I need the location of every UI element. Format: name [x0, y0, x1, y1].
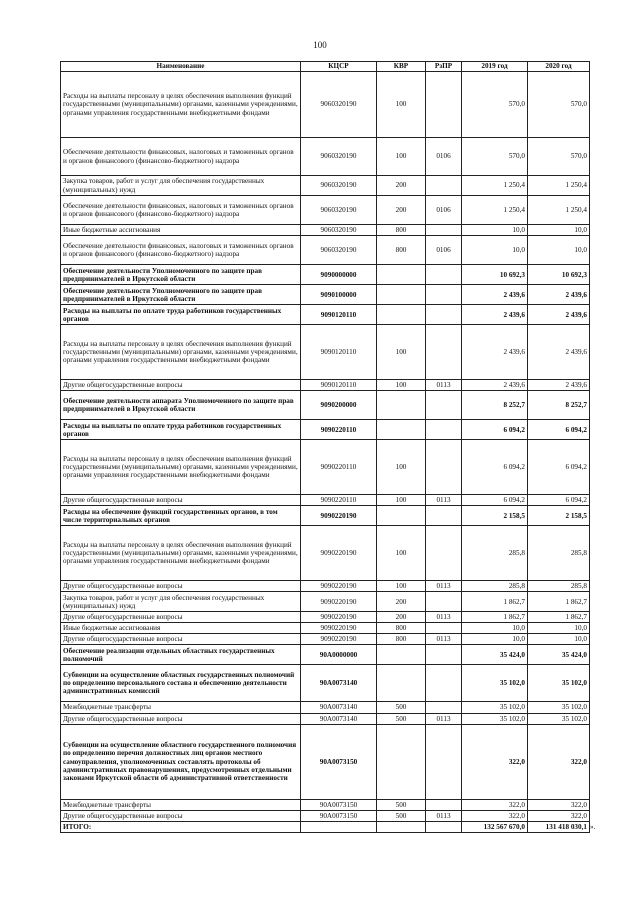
- cell-y2020: 1 250,4: [528, 176, 590, 196]
- table-row: [61, 391, 590, 420]
- cell-y2019: 6 094,2: [462, 420, 528, 440]
- cell-y2020: 2 158,5: [528, 506, 590, 526]
- cell-kcsr: 9090120110: [301, 380, 377, 391]
- budget-table: [60, 61, 590, 833]
- cell-y2019: 570,0: [462, 72, 528, 138]
- cell-y2020: 2 439,6: [528, 305, 590, 325]
- table-row: [61, 724, 590, 799]
- cell-kcsr: 90А0073140: [301, 713, 377, 724]
- cell-name: Межбюджетные трансферты: [61, 702, 301, 713]
- cell-kvr: 500: [377, 713, 426, 724]
- cell-rzpr: 0113: [426, 581, 462, 592]
- cell-kcsr: 9090220190: [301, 623, 377, 634]
- cell-kcsr: 9060320190: [301, 138, 377, 176]
- table-row: [61, 506, 590, 526]
- cell-rzpr: [426, 285, 462, 305]
- cell-kcsr: 9090220190: [301, 612, 377, 623]
- table-row: [61, 196, 590, 225]
- table-row: [61, 176, 590, 196]
- cell-rzpr: [426, 225, 462, 236]
- cell-y2019: 6 094,2: [462, 495, 528, 506]
- cell-y2020: 2 439,6: [528, 285, 590, 305]
- table-row: [61, 612, 590, 623]
- cell-y2020: 6 094,2: [528, 420, 590, 440]
- cell-y2020: 1 862,7: [528, 612, 590, 623]
- cell-kvr: 800: [377, 225, 426, 236]
- cell-kcsr: 9090220110: [301, 420, 377, 440]
- table-row: [61, 645, 590, 665]
- table-row: [61, 665, 590, 702]
- cell-y2020: 2 439,6: [528, 325, 590, 380]
- table-row: [61, 72, 590, 138]
- cell-kvr: 200: [377, 196, 426, 225]
- cell-y2020: 6 094,2: [528, 440, 590, 495]
- cell-kcsr: 9090120110: [301, 325, 377, 380]
- cell-y2020: 570,0: [528, 72, 590, 138]
- cell-kvr: [377, 285, 426, 305]
- table-row: [61, 440, 590, 495]
- table-body: [61, 72, 590, 833]
- cell-kvr: 100: [377, 495, 426, 506]
- cell-y2020: 35 102,0: [528, 702, 590, 713]
- table-row: [61, 420, 590, 440]
- cell-kcsr: 90А0073150: [301, 810, 377, 821]
- cell-y2019: 8 252,7: [462, 391, 528, 420]
- cell-rzpr: 0113: [426, 810, 462, 821]
- cell-y2020: 131 418 030,1: [528, 821, 590, 832]
- cell-y2019: 285,8: [462, 526, 528, 581]
- cell-kcsr: 9060320190: [301, 176, 377, 196]
- cell-kcsr: 9090220190: [301, 526, 377, 581]
- cell-y2020: 35 424,0: [528, 645, 590, 665]
- table-row: [61, 236, 590, 265]
- cell-kvr: 100: [377, 440, 426, 495]
- cell-rzpr: [426, 325, 462, 380]
- cell-name: Другие общегосударственные вопросы: [61, 380, 301, 391]
- cell-y2019: 6 094,2: [462, 440, 528, 495]
- cell-y2020: 35 102,0: [528, 713, 590, 724]
- cell-kcsr: 9090220190: [301, 506, 377, 526]
- cell-kcsr: 9060320190: [301, 236, 377, 265]
- cell-name: Другие общегосударственные вопросы: [61, 495, 301, 506]
- header-rzpr: РзПР: [426, 62, 462, 72]
- cell-y2020: 8 252,7: [528, 391, 590, 420]
- cell-kvr: 100: [377, 325, 426, 380]
- table-header-row: [61, 62, 590, 72]
- cell-y2019: 35 102,0: [462, 702, 528, 713]
- cell-kcsr: 9090200000: [301, 391, 377, 420]
- cell-rzpr: 0106: [426, 236, 462, 265]
- cell-y2019: 2 439,6: [462, 325, 528, 380]
- cell-y2019: 10,0: [462, 225, 528, 236]
- cell-name: Обеспечение деятельности Уполномоченного по защите прав предпринимателей в Иркутской области: [61, 285, 301, 305]
- cell-rzpr: [426, 623, 462, 634]
- header-2019: 2019 год: [462, 62, 528, 72]
- cell-name: Обеспечение деятельности финансовых, налоговых и таможенных органов и органов финансового (финансово-бюджетного) надзора: [61, 236, 301, 265]
- cell-rzpr: 0106: [426, 138, 462, 176]
- cell-y2020: 35 102,0: [528, 665, 590, 702]
- header-kvr: КВР: [377, 62, 426, 72]
- cell-rzpr: 0113: [426, 713, 462, 724]
- cell-kvr: 500: [377, 702, 426, 713]
- cell-kvr: 200: [377, 176, 426, 196]
- cell-name: Межбюджетные трансферты: [61, 799, 301, 810]
- cell-name: Обеспечение деятельности финансовых, налоговых и таможенных органов и органов финансового (финансово-бюджетного) надзора: [61, 196, 301, 225]
- cell-kvr: [377, 391, 426, 420]
- cell-name: Закупка товаров, работ и услуг для обеспечения государственных (муниципальных) нужд: [61, 592, 301, 612]
- cell-kcsr: 9090220190: [301, 592, 377, 612]
- table-row: [61, 623, 590, 634]
- cell-y2019: 35 102,0: [462, 713, 528, 724]
- cell-rzpr: 0113: [426, 495, 462, 506]
- cell-rzpr: [426, 592, 462, 612]
- cell-name: Расходы на выплаты персоналу в целях обеспечения выполнения функций государственными (муниципальными) органами, казенными учреждениями, органами управления государственными внебюджетными фондами: [61, 325, 301, 380]
- cell-rzpr: [426, 305, 462, 325]
- cell-y2020: 322,0: [528, 724, 590, 799]
- cell-y2020: 1 862,7: [528, 592, 590, 612]
- cell-name: Обеспечение деятельности Уполномоченного по защите прав предпринимателей в Иркутской области: [61, 265, 301, 285]
- cell-rzpr: [426, 420, 462, 440]
- cell-y2019: 1 862,7: [462, 592, 528, 612]
- cell-kcsr: [301, 821, 377, 832]
- cell-y2020: 6 094,2: [528, 495, 590, 506]
- table-row: [61, 285, 590, 305]
- cell-y2019: 2 439,6: [462, 285, 528, 305]
- cell-kcsr: 9090100000: [301, 285, 377, 305]
- cell-name: Обеспечение деятельности финансовых, налоговых и таможенных органов и органов финансового (финансово-бюджетного) надзора: [61, 138, 301, 176]
- cell-kcsr: 90А0073140: [301, 702, 377, 713]
- cell-rzpr: [426, 391, 462, 420]
- cell-kcsr: 9090220190: [301, 634, 377, 645]
- cell-rzpr: [426, 526, 462, 581]
- table-row: [61, 581, 590, 592]
- cell-y2019: 35 424,0: [462, 645, 528, 665]
- table-row: [61, 495, 590, 506]
- cell-name: Другие общегосударственные вопросы: [61, 612, 301, 623]
- cell-y2019: 10,0: [462, 634, 528, 645]
- table-row: [61, 325, 590, 380]
- cell-y2019: 2 439,6: [462, 305, 528, 325]
- cell-rzpr: [426, 506, 462, 526]
- cell-name: Расходы на выплаты персоналу в целях обеспечения выполнения функций государственными (муниципальными) органами, казенными учреждениями, органами управления государственными внебюджетными фондами: [61, 72, 301, 138]
- cell-y2020: 285,8: [528, 581, 590, 592]
- table-row: [61, 634, 590, 645]
- cell-y2019: 132 567 670,0: [462, 821, 528, 832]
- cell-y2020: 2 439,6: [528, 380, 590, 391]
- cell-kcsr: 9060320190: [301, 196, 377, 225]
- cell-rzpr: 0113: [426, 634, 462, 645]
- cell-name: Расходы на выплаты персоналу в целях обеспечения выполнения функций государственными (муниципальными) органами, казенными учреждениями, органами управления государственными внебюджетными фондами: [61, 440, 301, 495]
- cell-name: Расходы на обеспечение функций государственных органов, в том числе территориальных органов: [61, 506, 301, 526]
- cell-name: Расходы на выплаты по оплате труда работников государственных органов: [61, 420, 301, 440]
- cell-kvr: 100: [377, 526, 426, 581]
- table-row: [61, 265, 590, 285]
- cell-name: Другие общегосударственные вопросы: [61, 634, 301, 645]
- cell-y2019: 1 250,4: [462, 176, 528, 196]
- cell-y2019: 322,0: [462, 799, 528, 810]
- cell-rzpr: [426, 440, 462, 495]
- cell-kvr: [377, 420, 426, 440]
- cell-kcsr: 90А0073150: [301, 724, 377, 799]
- cell-y2020: 322,0: [528, 799, 590, 810]
- cell-name: Субвенции на осуществление областного государственного полномочия по определению перечня должностных лиц органов местного самоуправления, уполномоченных составлять протоколы об административных правонарушениях, предусмотренных отдельными законами Иркутской области об административной ответственности: [61, 724, 301, 799]
- cell-kcsr: 9090220110: [301, 440, 377, 495]
- cell-y2019: 10,0: [462, 623, 528, 634]
- cell-kvr: 100: [377, 581, 426, 592]
- page-number: 100: [313, 40, 327, 50]
- cell-y2019: 35 102,0: [462, 665, 528, 702]
- cell-name: Закупка товаров, работ и услуг для обеспечения государственных (муниципальных) нужд: [61, 176, 301, 196]
- cell-name: Обеспечение реализации отдельных областных государственных полномочий: [61, 645, 301, 665]
- cell-name: Иные бюджетные ассигнования: [61, 623, 301, 634]
- cell-y2020: 10,0: [528, 225, 590, 236]
- cell-kvr: [377, 305, 426, 325]
- cell-y2019: 10 692,3: [462, 265, 528, 285]
- cell-kvr: [377, 724, 426, 799]
- cell-rzpr: [426, 799, 462, 810]
- header-name: Наименование: [61, 62, 301, 72]
- cell-y2019: 1 862,7: [462, 612, 528, 623]
- cell-kcsr: 90А0073150: [301, 799, 377, 810]
- table-row: [61, 702, 590, 713]
- cell-kcsr: 9090220190: [301, 581, 377, 592]
- cell-name: Расходы на выплаты по оплате труда работников государственных органов: [61, 305, 301, 325]
- header-kcsr: КЦСР: [301, 62, 377, 72]
- cell-y2019: 322,0: [462, 810, 528, 821]
- cell-y2019: 2 439,6: [462, 380, 528, 391]
- cell-kvr: [377, 645, 426, 665]
- cell-rzpr: 0113: [426, 380, 462, 391]
- cell-y2019: 285,8: [462, 581, 528, 592]
- cell-rzpr: [426, 724, 462, 799]
- cell-kvr: 100: [377, 72, 426, 138]
- cell-name: ИТОГО:: [61, 821, 301, 832]
- cell-y2020: 10,0: [528, 634, 590, 645]
- cell-y2020: 10,0: [528, 623, 590, 634]
- cell-kvr: [377, 506, 426, 526]
- cell-rzpr: [426, 665, 462, 702]
- cell-kvr: 200: [377, 592, 426, 612]
- cell-rzpr: [426, 702, 462, 713]
- cell-name: Другие общегосударственные вопросы: [61, 581, 301, 592]
- table-row: [61, 225, 590, 236]
- cell-y2020: 10,0: [528, 236, 590, 265]
- cell-name: Другие общегосударственные вопросы: [61, 810, 301, 821]
- table-row: [61, 810, 590, 821]
- table-row: [61, 526, 590, 581]
- cell-kvr: 800: [377, 623, 426, 634]
- cell-kvr: 800: [377, 634, 426, 645]
- cell-name: Субвенции на осуществление областных государственных полномочий по определению персонального состава и обеспечению деятельности административных комиссий: [61, 665, 301, 702]
- table-row: [61, 380, 590, 391]
- cell-y2019: 570,0: [462, 138, 528, 176]
- cell-kcsr: 9090220110: [301, 495, 377, 506]
- cell-kcsr: 90А0073140: [301, 665, 377, 702]
- header-2020: 2020 год: [528, 62, 590, 72]
- cell-kvr: [377, 821, 426, 832]
- cell-kcsr: 9060320190: [301, 225, 377, 236]
- cell-kcsr: 9090120110: [301, 305, 377, 325]
- cell-y2020: 285,8: [528, 526, 590, 581]
- table-row: [61, 799, 590, 810]
- cell-rzpr: [426, 265, 462, 285]
- cell-y2020: 570,0: [528, 138, 590, 176]
- cell-kvr: [377, 265, 426, 285]
- cell-rzpr: [426, 821, 462, 832]
- cell-kvr: 100: [377, 138, 426, 176]
- table-row: [61, 305, 590, 325]
- cell-kvr: [377, 665, 426, 702]
- cell-rzpr: [426, 176, 462, 196]
- cell-y2019: 10,0: [462, 236, 528, 265]
- cell-kvr: 500: [377, 799, 426, 810]
- cell-kvr: 800: [377, 236, 426, 265]
- cell-kcsr: 90А0000000: [301, 645, 377, 665]
- cell-name: Расходы на выплаты персоналу в целях обеспечения выполнения функций государственными (муниципальными) органами, казенными учреждениями, органами управления государственными внебюджетными фондами: [61, 526, 301, 581]
- cell-kcsr: 9090000000: [301, 265, 377, 285]
- cell-rzpr: [426, 645, 462, 665]
- table-row: [61, 592, 590, 612]
- cell-kvr: 500: [377, 810, 426, 821]
- table-row: [61, 821, 590, 832]
- cell-y2019: 322,0: [462, 724, 528, 799]
- cell-name: Обеспечение деятельности аппарата Уполномоченного по защите прав предпринимателей в Иркутской области: [61, 391, 301, 420]
- cell-y2019: 2 158,5: [462, 506, 528, 526]
- cell-rzpr: 0106: [426, 196, 462, 225]
- cell-name: Иные бюджетные ассигнования: [61, 225, 301, 236]
- cell-rzpr: 0113: [426, 612, 462, 623]
- cell-y2019: 1 250,4: [462, 196, 528, 225]
- cell-y2020: 1 250,4: [528, 196, 590, 225]
- cell-rzpr: [426, 72, 462, 138]
- cell-y2020: 322,0: [528, 810, 590, 821]
- table-row: [61, 138, 590, 176]
- cell-kvr: 200: [377, 612, 426, 623]
- cell-name: Другие общегосударственные вопросы: [61, 713, 301, 724]
- closing-mark: ».: [590, 823, 596, 831]
- cell-y2020: 10 692,3: [528, 265, 590, 285]
- cell-kvr: 100: [377, 380, 426, 391]
- table-row: [61, 713, 590, 724]
- cell-kcsr: 9060320190: [301, 72, 377, 138]
